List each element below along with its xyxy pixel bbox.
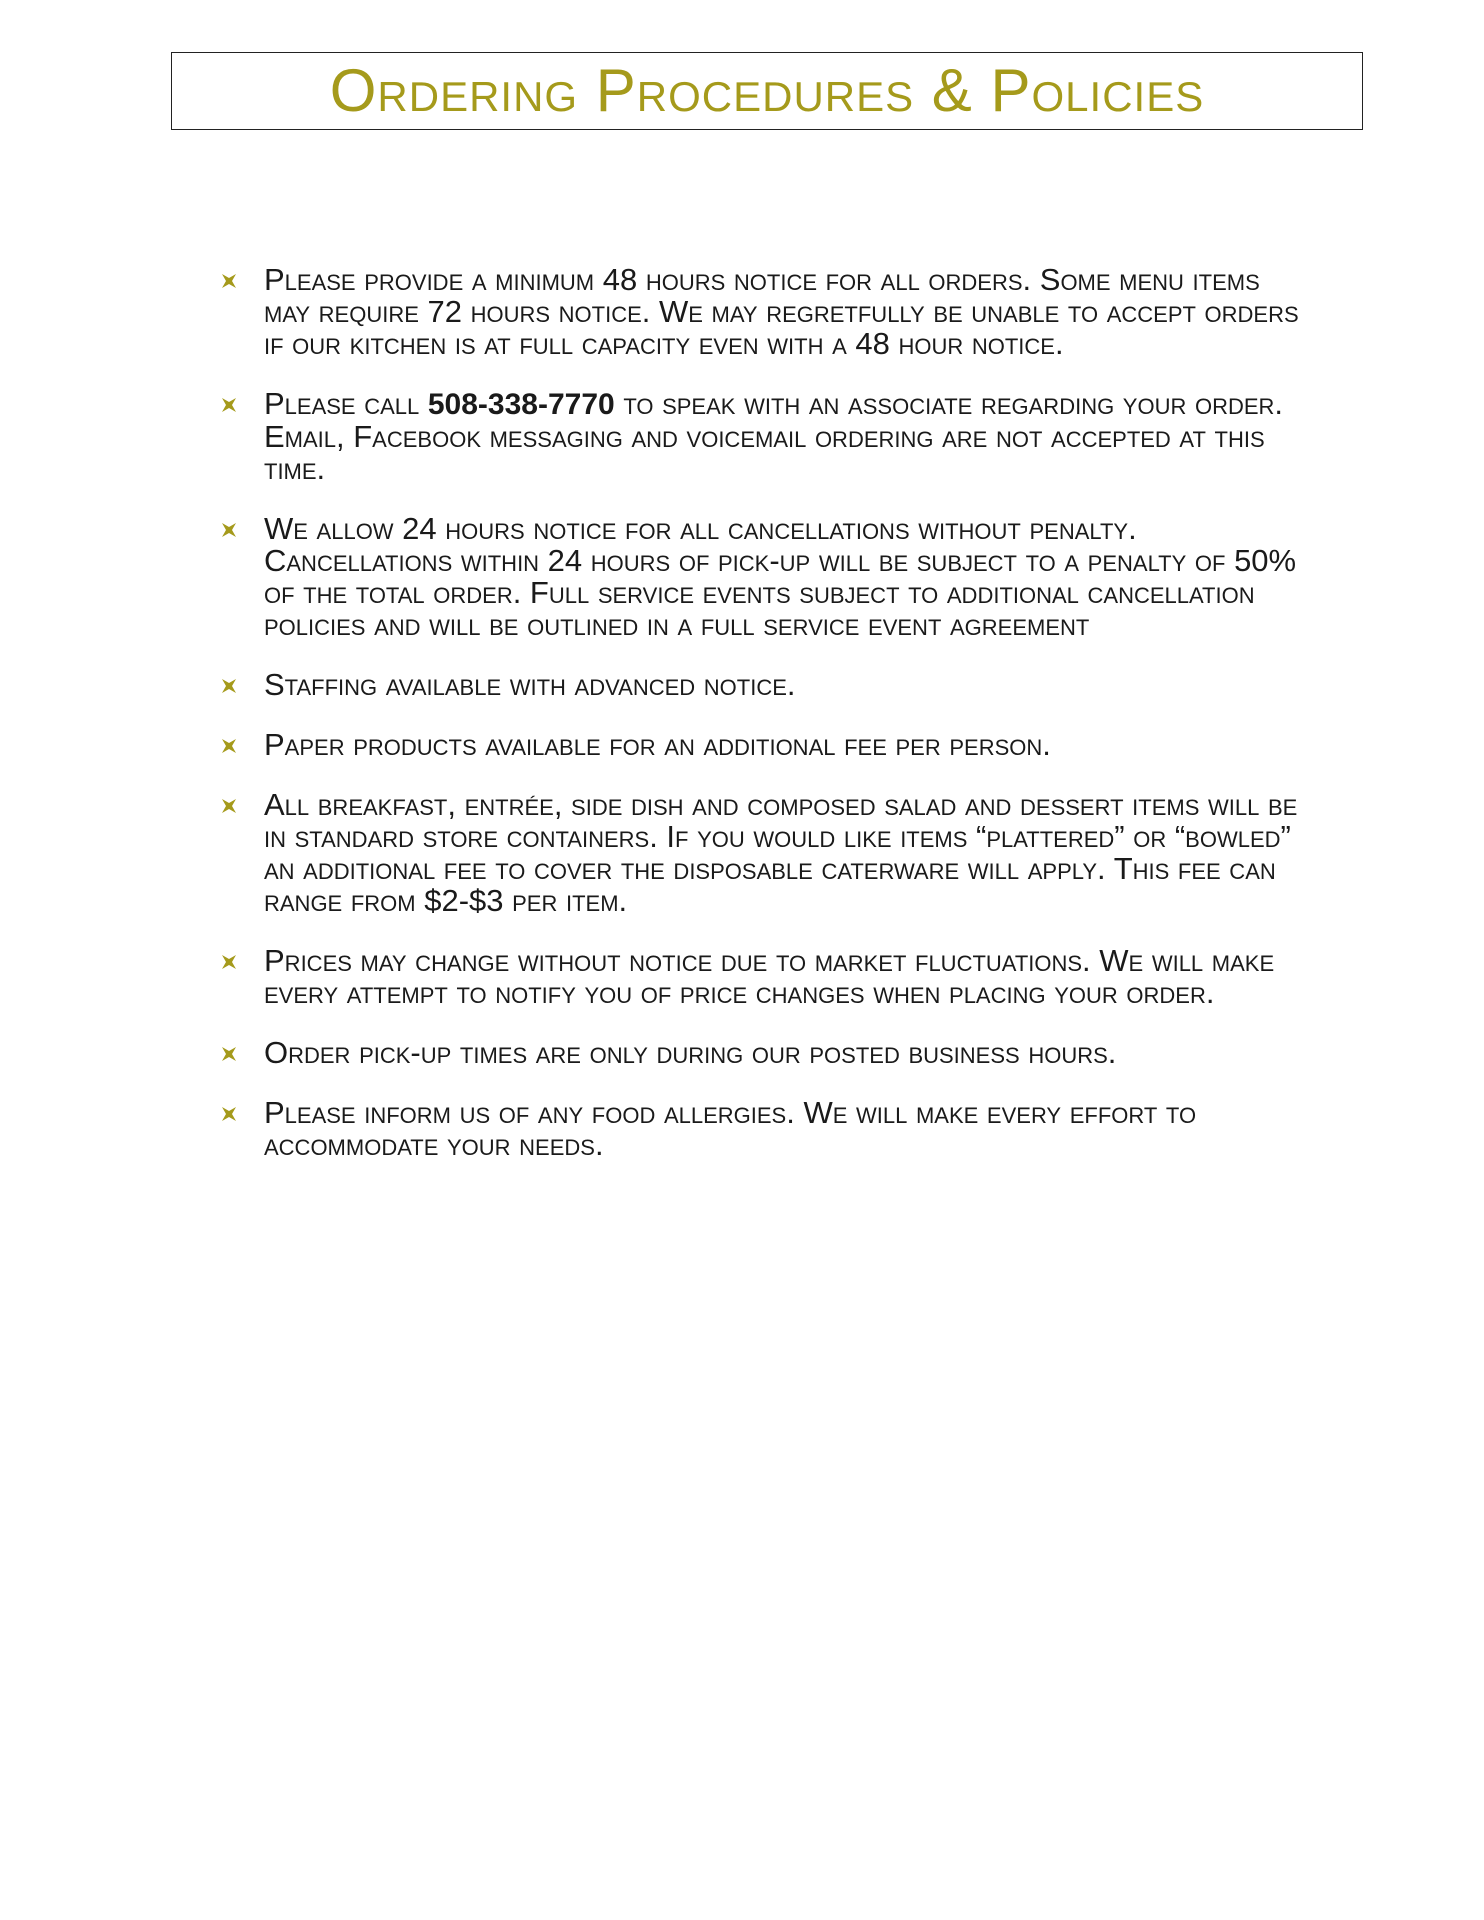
- page-title: Ordering Procedures & Policies: [329, 57, 1205, 124]
- policy-item: [222, 1037, 1312, 1069]
- policy-item: [222, 264, 1312, 360]
- four-point-star-icon: [222, 398, 236, 412]
- policy-item: [222, 388, 1312, 485]
- policy-text: Paper products available for an additional fee per person.: [264, 727, 1051, 762]
- policy-text: All breakfast, entrée, side dish and composed salad and dessert items will be in standard store containers. If you would like items “plattered” or “bowled” an additional fee to cover the disposable caterware will apply. This fee can range from $2-$3 per item.: [264, 787, 1298, 918]
- policy-text: Order pick-up times are only during our posted business hours.: [264, 1035, 1117, 1070]
- policy-text-after: to speak with an associate regarding your order. Email, Facebook messaging and voicemail ordering are not accepted at this time.: [264, 386, 1284, 486]
- four-point-star-icon: [222, 799, 236, 813]
- policy-list: [222, 264, 1312, 1189]
- policy-text: Staffing available with advanced notice.: [264, 667, 796, 702]
- four-point-star-icon: [222, 739, 236, 753]
- policy-text: Please provide a minimum 48 hours notice for all orders. Some menu items may require 72 hours notice. We may regretfully be unable to accept orders if our kitchen is at full capacity even with a 48 hour notice.: [264, 262, 1299, 361]
- policy-item: [222, 1097, 1312, 1161]
- title-box: [171, 52, 1363, 130]
- policy-item: [222, 945, 1312, 1009]
- policy-text-before: Please call: [264, 386, 428, 421]
- policy-text: Prices may change without notice due to market fluctuations. We will make every attempt to notify you of price changes when placing your order.: [264, 943, 1275, 1010]
- policy-item: [222, 729, 1312, 761]
- four-point-star-icon: [222, 1047, 236, 1061]
- policy-item: [222, 513, 1312, 641]
- four-point-star-icon: [222, 679, 236, 693]
- policy-text: We allow 24 hours notice for all cancellations without penalty. Cancellations within 24 hours of pick-up will be subject to a penalty of 50% of the total order. Full service events subject to additional cancellation policies and will be outlined in a full service event agreement: [264, 511, 1297, 642]
- four-point-star-icon: [222, 955, 236, 969]
- phone-number[interactable]: 508-338-7770: [427, 388, 615, 421]
- four-point-star-icon: [222, 523, 236, 537]
- policy-text: Please inform us of any food allergies. We will make every effort to accommodate your needs.: [264, 1095, 1197, 1162]
- four-point-star-icon: [222, 1107, 236, 1121]
- policy-item: [222, 789, 1312, 917]
- four-point-star-icon: [222, 274, 236, 288]
- policy-item: [222, 669, 1312, 701]
